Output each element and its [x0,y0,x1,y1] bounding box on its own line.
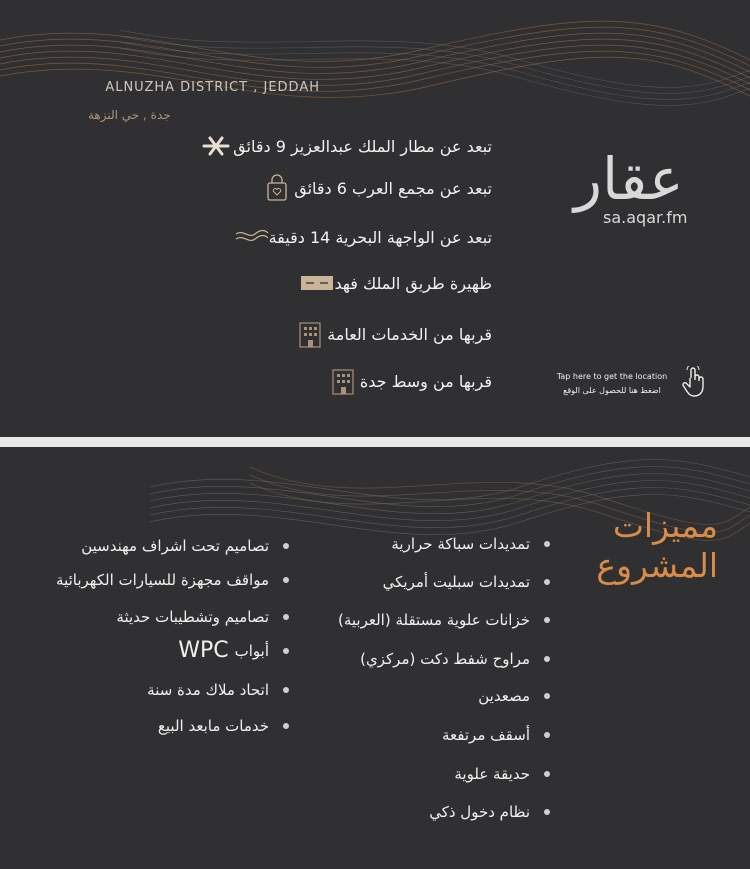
bullet [544,771,550,777]
feature-item-doors: أبواب WPC [178,638,289,663]
location-item-label: قربها من الخدمات العامة [327,324,492,344]
tap-label-english: Tap here to get the location [556,372,668,381]
bullet [283,543,289,549]
bullet [544,579,550,585]
feature-item: اتحاد ملاك مدة سنة [147,681,289,699]
location-item-mall [238,173,492,203]
bullet [544,732,550,738]
get-location-button[interactable] [548,366,708,402]
location-item-label: قربها من وسط جدة [359,371,492,391]
location-item-road [278,268,492,298]
feature-item: تمديدات سباكة حرارية [391,535,550,553]
feature-item: مصعدين [478,687,550,705]
location-item-waterfront [213,222,492,252]
bullet [544,656,550,662]
bullet [283,577,289,583]
wpc-label: WPC [178,638,229,663]
feature-item: أسقف مرتفعة [442,726,550,744]
location-item-label: تبعد عن مجمع العرب 6 دقائق [294,178,492,198]
building-icon [326,366,360,396]
feature-item: تصاميم تحت اشراف مهندسين [81,537,289,555]
feature-item: تمديدات سبليت أمريكي [383,573,550,591]
bullet [283,723,289,729]
feature-item: نظام دخول ذكي [429,803,550,821]
aqar-url: sa.aqar.fm [603,208,688,227]
tap-label-arabic: اضغط هنا للحصول على الوقع [563,386,661,395]
location-item-services [271,319,492,349]
location-item-airport [177,131,492,161]
shopping-bag-icon [260,173,294,203]
waves-icon [235,222,269,252]
feature-item: خزانات علوية مستقلة (العربية) [338,611,550,629]
bullet [544,693,550,699]
features-title-line2: المشروع [596,546,718,585]
bullet [283,648,289,654]
feature-item: خدمات مابعد البيع [158,717,289,735]
feature-item: مراوح شفط دكت (مركزي) [360,650,550,668]
location-item-downtown [304,366,492,396]
location-item-label: تبعد عن مطار الملك عبدالعزيز 9 دقائق [233,136,492,156]
features-title-line1: مميزات [612,506,718,545]
feature-item: مواقف مجهزة للسيارات الكهربائية [56,571,289,589]
location-item-label: ظهيرة طريق الملك فهد [334,273,492,293]
feature-item: تصاميم وتشطيبات حديثة [116,608,289,626]
features-title [578,506,718,586]
tap-hand-icon [682,366,708,402]
feature-item: حديقة علوية [454,765,550,783]
bullet [544,809,550,815]
road-icon [300,268,334,298]
bullet [544,617,550,623]
bullet [283,687,289,693]
divider [0,437,750,447]
location-item-label: تبعد عن الواجهة البحرية 14 دقيقة [268,227,492,247]
district-arabic: جدة , حي النزهة [88,108,171,122]
district-english: ALNUZHA DISTRICT , JEDDAH [105,80,320,95]
bullet [544,541,550,547]
building-icon [293,319,327,349]
plane-icon [199,131,233,161]
aqar-logo: عقار [574,145,684,213]
bullet [283,614,289,620]
